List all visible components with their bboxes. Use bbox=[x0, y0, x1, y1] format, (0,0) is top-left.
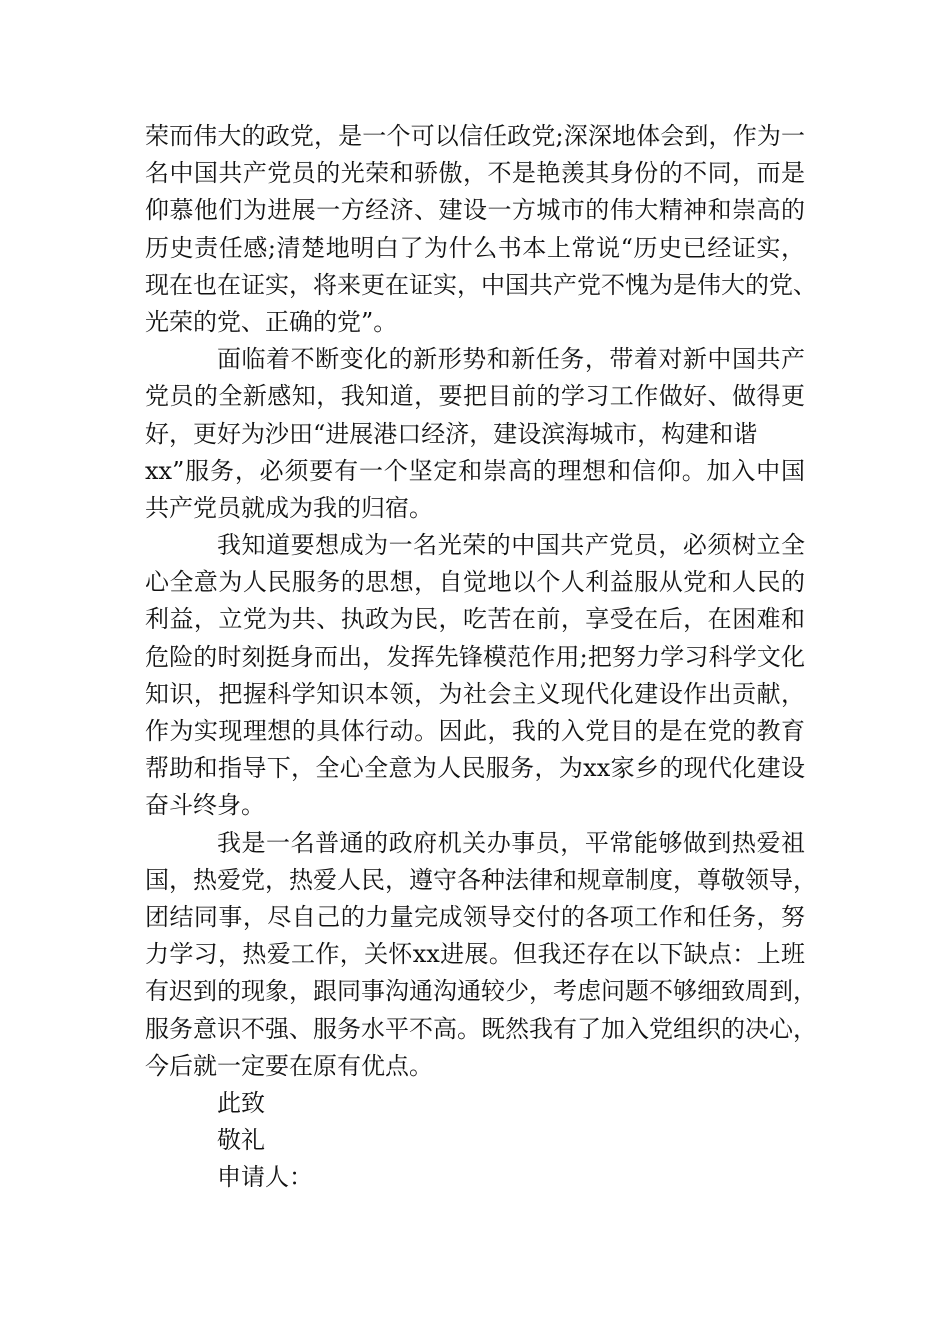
text-line: 共产党员就成为我的归宿。 bbox=[145, 493, 433, 522]
text-line: 今后就一定要在原有优点。 bbox=[145, 1051, 433, 1080]
text-line: 我知道要想成为一名光荣的中国共产党员，必须树立全 bbox=[217, 531, 805, 560]
text-line: 作为实现理想的具体行动。因此，我的入党目的是在党的教育 bbox=[145, 717, 805, 745]
paragraph-2 bbox=[145, 341, 805, 527]
paragraph-4 bbox=[145, 825, 817, 1085]
closing-salute: 敬礼 bbox=[217, 1126, 265, 1155]
text-line: 团结同事，尽自己的力量完成领导交付的各项工作和任务，努 bbox=[145, 902, 805, 931]
closing bbox=[145, 1085, 805, 1197]
text-line: xx”服务，必须要有一个坚定和崇高的理想和信仰。加入中国 bbox=[145, 456, 805, 485]
text-line: 利益，立党为共、执政为民，吃苦在前，享受在后，在困难和 bbox=[145, 605, 805, 634]
text-line: 服务意识不强、服务水平不高。既然我有了加入党组织的决心， bbox=[145, 1014, 817, 1043]
text-line: 历史责任感;清楚地明白了为什么书本上常说“历史已经证实， bbox=[145, 233, 805, 262]
paragraph-1 bbox=[145, 118, 817, 341]
text-line: 好，更好为沙田“进展港口经济，建设滨海城市，构建和谐 bbox=[145, 419, 758, 448]
text-line: 面临着不断变化的新形势和新任务，带着对新中国共产 bbox=[217, 345, 805, 374]
text-line: 有迟到的现象，跟同事沟通沟通较少，考虑问题不够细致周到， bbox=[145, 977, 817, 1006]
text-line: 我是一名普通的政府机关办事员，平常能够做到热爱祖 bbox=[217, 828, 805, 857]
applicant-label: 申请人： bbox=[217, 1163, 313, 1192]
text-line: 危险的时刻挺身而出，发挥先锋模范作用;把努力学习科学文化 bbox=[145, 642, 805, 671]
document-body bbox=[145, 118, 817, 1196]
text-line: 国，热爱党，热爱人民，遵守各种法律和规章制度，尊敬领导， bbox=[145, 865, 817, 894]
text-line: 荣而伟大的政党，是一个可以信任政党;深深地体会到，作为一 bbox=[145, 122, 805, 150]
text-line: 党员的全新感知，我知道，要把目前的学习工作做好、做得更 bbox=[145, 382, 805, 411]
text-line: 力学习，热爱工作，关怀xx进展。但我还存在以下缺点：上班 bbox=[145, 940, 805, 969]
text-line: 知识，把握科学知识本领，为社会主义现代化建设作出贡献， bbox=[145, 679, 805, 708]
text-line: 现在也在证实，将来更在证实，中国共产党不愧为是伟大的党、 bbox=[145, 270, 817, 299]
closing-greeting: 此致 bbox=[217, 1088, 265, 1117]
text-line: 心全意为人民服务的思想，自觉地以个人利益服从党和人民的 bbox=[145, 568, 805, 597]
paragraph-3 bbox=[145, 527, 805, 825]
text-line: 仰慕他们为进展一方经济、建设一方城市的伟大精神和崇高的 bbox=[145, 196, 805, 225]
text-line: 光荣的党、正确的党”。 bbox=[145, 307, 398, 336]
text-line: 名中国共产党员的光荣和骄傲，不是艳羡其身份的不同，而是 bbox=[145, 159, 805, 188]
text-line: 奋斗终身。 bbox=[145, 791, 265, 820]
text-line: 帮助和指导下，全心全意为人民服务，为xx家乡的现代化建设 bbox=[145, 754, 805, 783]
